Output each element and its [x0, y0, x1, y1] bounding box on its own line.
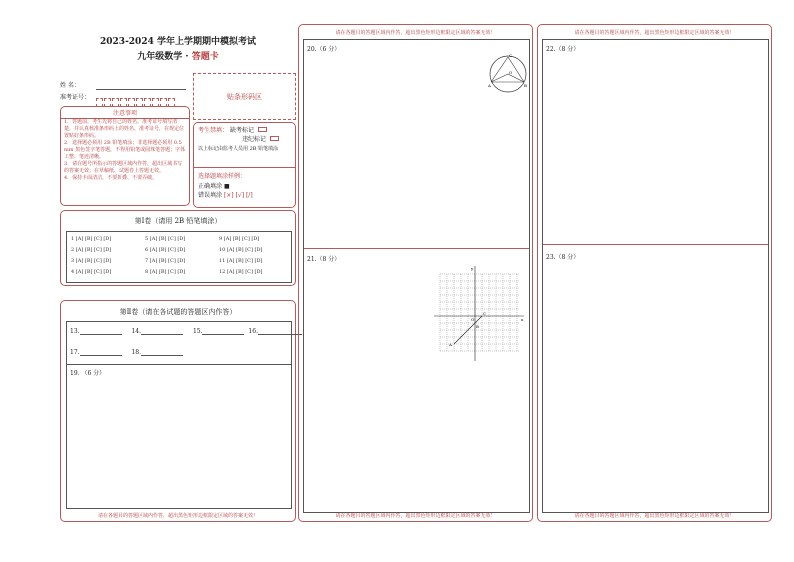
name-field[interactable] [96, 89, 186, 90]
answer-blank-18[interactable] [141, 349, 183, 356]
point-label: O [509, 70, 513, 75]
question-23-label: 23.（8 分） [546, 254, 580, 261]
circle-figure [488, 54, 528, 96]
choice-row[interactable]: 4 [A] [B] [C] [D] [71, 269, 112, 275]
question-19-label: 19. （6 分） [70, 370, 106, 377]
point-label: A [488, 83, 491, 88]
exam-id-label: 准考证号： [60, 94, 91, 101]
point-label: C [483, 311, 487, 316]
choice-row[interactable]: 9 [A] [B] [C] [D] [219, 236, 260, 242]
wrong-fill-marks: [×] [√] [/] [223, 192, 253, 199]
status-label: 考生禁填： [198, 127, 229, 134]
answer-blank-16[interactable] [258, 328, 302, 335]
name-label: 姓 名： [60, 82, 80, 89]
barcode-area-label: 贴条形码区 [227, 93, 262, 101]
column-2-box [298, 24, 533, 522]
part2-title: 第Ⅱ卷（请在各试题的答题区内作答） [119, 308, 237, 316]
choice-row[interactable]: 7 [A] [B] [C] [D] [145, 258, 186, 264]
choice-row[interactable]: 10 [A] [B] [C] [D] [219, 247, 263, 253]
origin-label: O [471, 317, 475, 322]
notice-item: 4．保持卡面清洁，不要折叠、不要弄破。 [64, 175, 158, 181]
column-3-box [537, 24, 772, 522]
axis-label-x: x [521, 317, 524, 322]
fill-label-18: 18. [131, 349, 142, 356]
axis-label-y: y [471, 266, 474, 271]
point-label: B [524, 83, 527, 88]
answer-blank-17[interactable] [80, 349, 122, 356]
correct-fill-mark: ■ [223, 183, 230, 190]
warning-text: 请在各题目的答题区域内作答，超出黑色矩形边框限定区域的答案无效！ [574, 30, 735, 36]
part1-box [60, 210, 296, 286]
question-22-label: 22.（8 分） [546, 46, 580, 53]
status-box [193, 122, 296, 208]
warning-text: 请在各题目的答题区域内作答，超出黑色矩形边框限定区域的答案无效！ [335, 30, 496, 36]
notice-box [60, 106, 190, 206]
notice-item: 3．请在题号所指示的答题区域内作答，超出区域书写的答案无效；在草稿纸、试题卷上答题无效。 [64, 161, 183, 174]
fill-example-title: 选择题填涂样例： [198, 173, 247, 180]
subject-title [60, 49, 296, 62]
part2-box [60, 300, 296, 522]
violation-checkbox[interactable] [270, 136, 279, 141]
answer-blank-13[interactable] [80, 328, 122, 335]
choice-row[interactable]: 12 [A] [B] [C] [D] [219, 269, 263, 275]
choice-row[interactable]: 5 [A] [B] [C] [D] [145, 236, 186, 242]
column-2-inner [303, 39, 530, 513]
status-note: 以上标记由监考人员用 2B 铅笔填涂 [198, 146, 279, 152]
warning-text: 请在各题目的答题区域内作答，超出黑色矩形边框限定区域的答案无效！ [335, 513, 496, 519]
column-3-inner [542, 39, 769, 513]
choice-grid [66, 231, 292, 283]
fill-label-14: 14. [131, 328, 142, 335]
notice-list [64, 119, 186, 182]
choice-row[interactable]: 2 [A] [B] [C] [D] [71, 247, 112, 253]
choice-row[interactable]: 1 [A] [B] [C] [D] [71, 236, 112, 242]
exam-title: 2023-2024 学年上学期期中模拟考试 [100, 37, 256, 47]
warning-text: 请在各题目的答题区域内作答，超出黑色矩形边框限定区域的答案无效！ [97, 513, 258, 519]
fill-label-17: 17. [70, 349, 80, 356]
fill-label-15: 15. [192, 328, 203, 335]
fill-label-13: 13. [70, 328, 80, 335]
answer-blank-15[interactable] [202, 328, 244, 335]
correct-fill-label: 正确填涂 [198, 183, 223, 190]
question-21-label: 21.（8 分） [307, 256, 341, 263]
choice-row[interactable]: 3 [A] [B] [C] [D] [71, 258, 112, 264]
part1-title: 第Ⅰ卷（请用 2B 铅笔填涂） [134, 217, 222, 225]
choice-row[interactable]: 6 [A] [B] [C] [D] [145, 247, 186, 253]
choice-row[interactable]: 11 [A] [B] [C] [D] [219, 258, 263, 264]
subject-name: 九年级数学 [137, 52, 183, 62]
part2-inner [66, 321, 292, 509]
notice-item: 2．选择题必须用 2B 铅笔填涂；非选择题必须用 0.5 mm 黑色签字笔答题，不得用铅笔或圆珠笔答题；字体工整、笔迹清晰。 [64, 140, 186, 160]
divider [304, 248, 529, 249]
answer-card-label: 答题卡 [191, 52, 219, 62]
divider [67, 364, 291, 365]
notice-title: 注意事项 [61, 108, 189, 119]
warning-text: 请在各题目的答题区域内作答，超出黑色矩形边框限定区域的答案无效！ [574, 513, 735, 519]
point-label: A [449, 342, 452, 347]
violation-label: 违纪标记 [242, 136, 267, 143]
wrong-fill-label: 错误填涂 [198, 192, 223, 199]
absent-checkbox[interactable] [258, 127, 267, 132]
fill-label-16: 16. [248, 328, 258, 335]
point-label: C [509, 54, 513, 58]
choice-row[interactable]: 8 [A] [B] [C] [D] [145, 269, 186, 275]
question-20-label: 20.（6 分） [307, 46, 341, 53]
absent-label: 缺考标记 [229, 127, 254, 134]
barcode-area [193, 73, 296, 120]
divider [194, 167, 295, 168]
coordinate-grid-figure [434, 264, 526, 362]
title-separator: · [185, 52, 189, 62]
point-label: B [476, 324, 479, 329]
answer-blank-14[interactable] [141, 328, 183, 335]
divider [543, 244, 768, 245]
notice-item: 1．答题前，考生先将自己的姓名、准考证号填写清楚，并认真核准条形码上的姓名、准考证号，在规定位置贴好条形码。 [64, 119, 185, 139]
